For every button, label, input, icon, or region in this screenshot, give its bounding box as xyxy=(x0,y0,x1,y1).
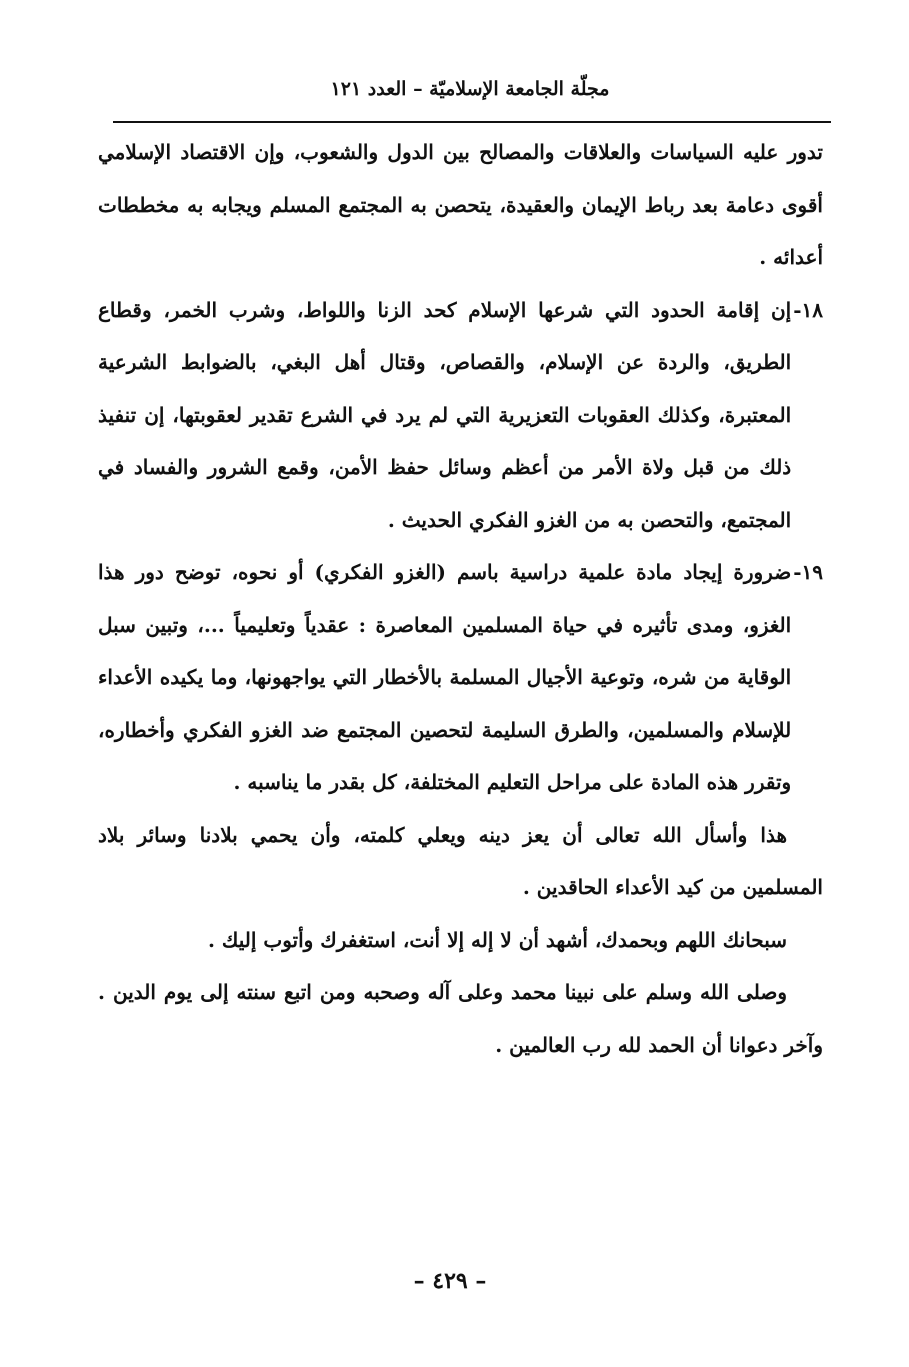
paragraph-closing: وصلى الله وسلم على نبينا محمد وعلى آله وصحبه ومن اتبع سنته إلى يوم الدين . وآخر دعوانا أن الحمد لله رب العالمين . xyxy=(98,980,823,1057)
paragraph-prayer: هذا وأسأل الله تعالى أن يعز دينه ويعلي كلمته، وأن يحمي بلادنا وسائر بلاد المسلمين من كيد الأعداء الحاقدين . xyxy=(98,822,823,899)
item-number: ١٩- xyxy=(793,560,823,584)
article-body xyxy=(98,126,823,1071)
list-item-18 xyxy=(98,284,823,547)
item-text: ضرورة إيجاد مادة علمية دراسية باسم (الغزو الفكري) أو نحوه، توضح دور هذا الغزو، ومدى تأثيره في حياة المسلمين المعاصرة : عقدياً وتعليمياً ...، وتبين سبل الوقاية من شره، وتوعية الأجيال المسلمة بالأخطار التي يواجهونها، وما يكيده الأعداء للإسلام والمسلمين، والطرق السليمة لتحصين المجتمع ضد الغزو الفكري وأخطاره، وتقرر هذه المادة على مراحل التعليم المختلفة، كل بقدر ما يناسبه . xyxy=(98,560,792,794)
item-text: إن إقامة الحدود التي شرعها الإسلام كحد الزنا واللواط، وشرب الخمر، وقطاع الطريق، والردة عن الإسلام، والقصاص، وقتال أهل البغي، بالضوابط الشرعية المعتبرة، وكذلك العقوبات التعزيرية التي لم يرد في الشرع تقدير لعقوبتها، إن تنفيذ ذلك من قبل ولاة الأمر من أعظم وسائل حفظ الأمن، وقمع الشرور والفساد في المجتمع، والتحصن به من الغزو الفكري الحديث . xyxy=(98,297,792,532)
paragraph-intro: تدور عليه السياسات والعلاقات والمصالح بين الدول والشعوب، وإن الاقتصاد الإسلامي أقوى دعامة بعد رباط الإيمان والعقيدة، يتحصن به المجتمع المسلم ويجابه به مخططات أعدائه . xyxy=(98,140,823,269)
paragraph-tasbih: سبحانك اللهم وبحمدك، أشهد أن لا إله إلا أنت، استغفرك وأتوب إليك . xyxy=(207,927,787,952)
running-header: مجلّة الجامعة الإسلاميّة – العدد ١٢١ xyxy=(330,78,610,100)
item-number: ١٨- xyxy=(793,297,823,322)
header-rule xyxy=(113,121,831,123)
list-item-19 xyxy=(98,546,823,809)
page-number: – ٤٢٩ – xyxy=(413,1268,487,1294)
